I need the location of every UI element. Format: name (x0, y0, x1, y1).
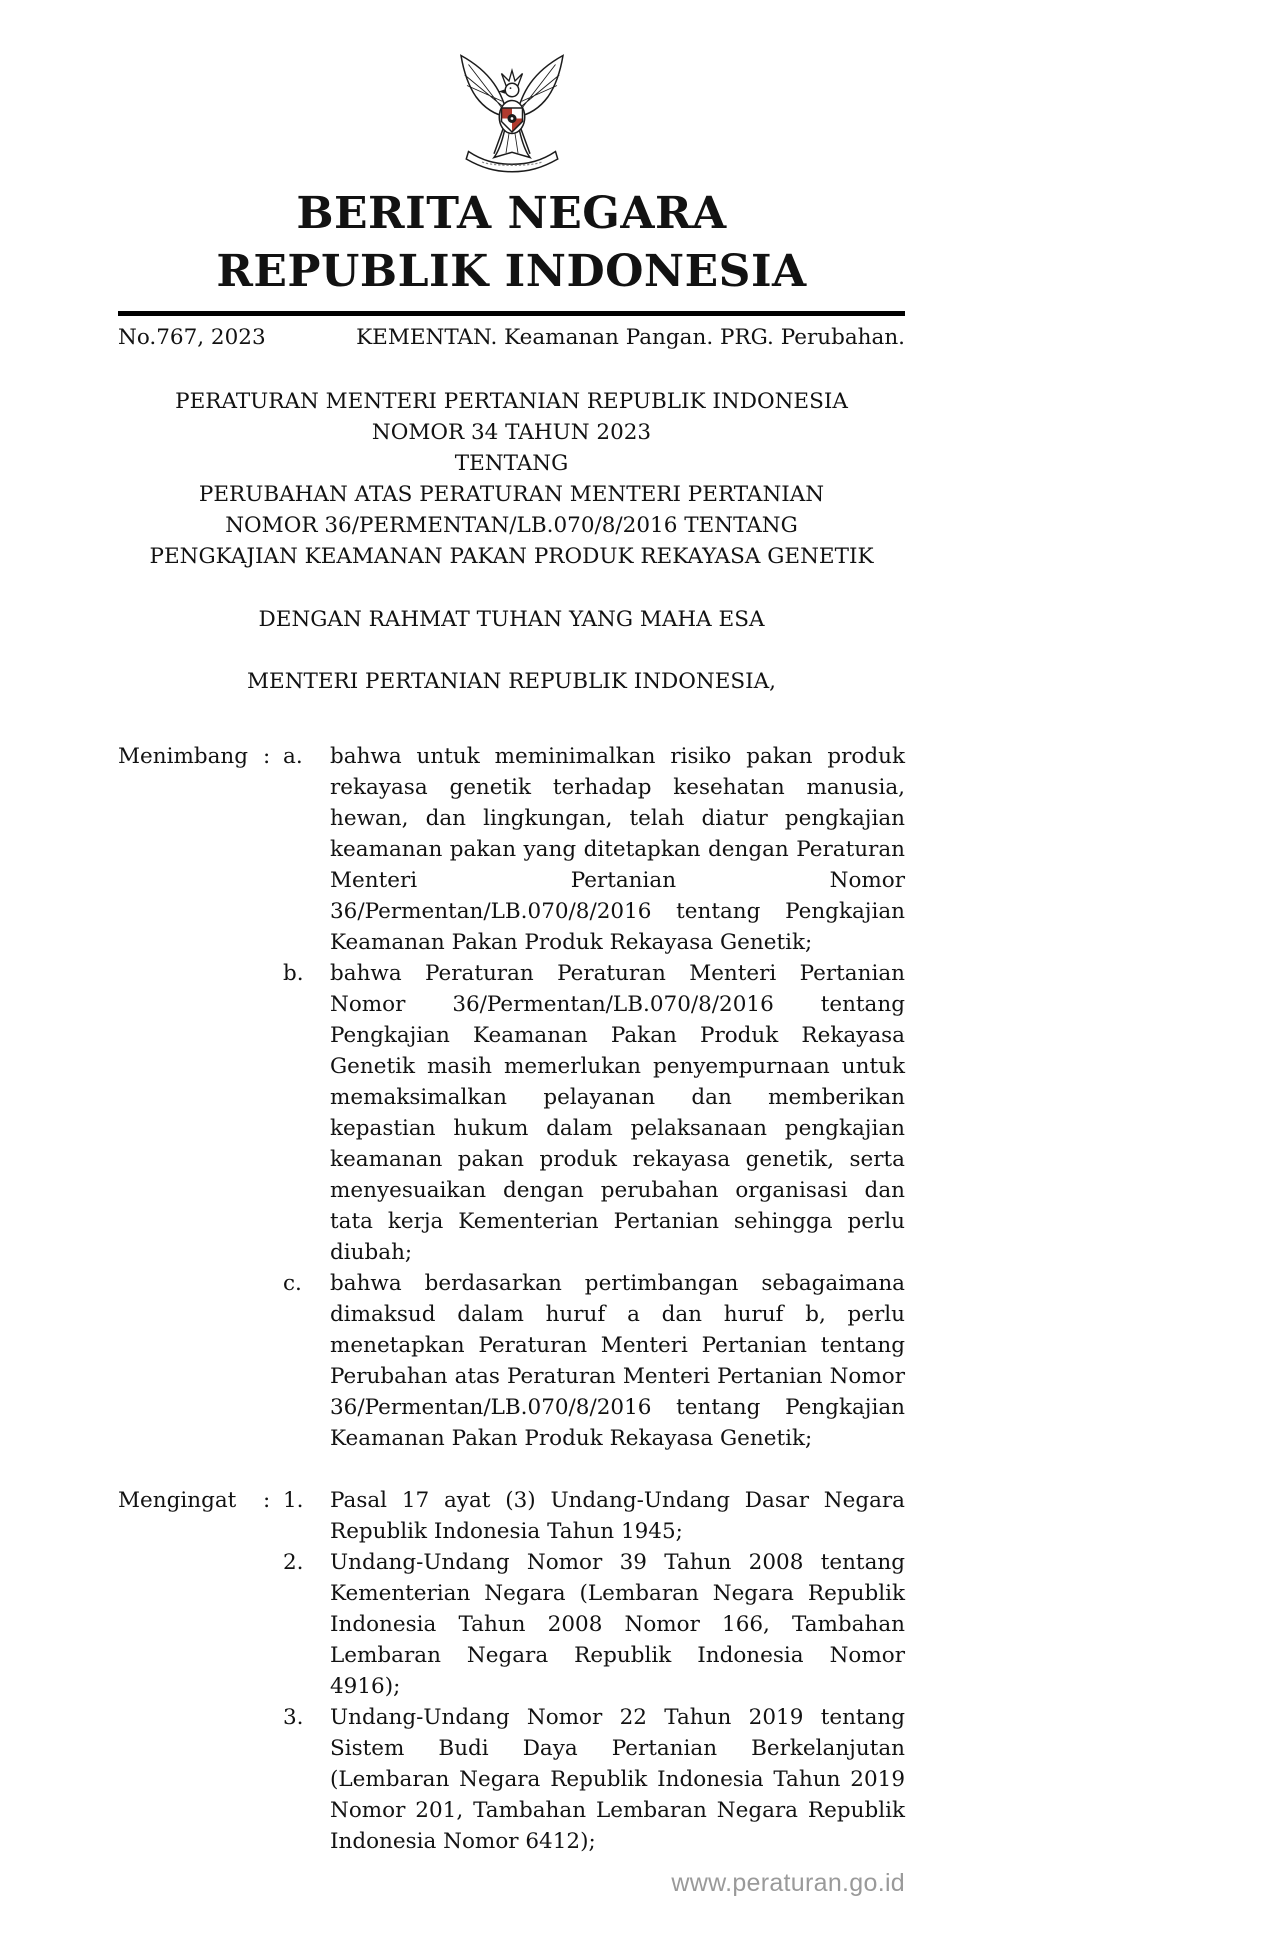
garuda-pancasila-emblem (452, 42, 572, 177)
section-menimbang-colon: : (263, 744, 271, 770)
section-mengingat-label: Mengingat (118, 1488, 237, 1514)
issue-meta-row (118, 325, 905, 350)
regulation-title-block (118, 386, 905, 572)
title-line-6: PENGKAJIAN KEAMANAN PAKAN PRODUK REKAYASA GENETIK (149, 544, 874, 570)
legal-basis-item-2 (283, 1547, 905, 1702)
item-text: Undang-Undang Nomor 22 Tahun 2019 tentang Sistem Budi Daya Pertanian Berkelanjutan (Lembaran Negara Republik Indonesia Tahun 2019 Nomor 201, Tambahan Lembaran Negara Republik Indonesia Nomor 6412); (330, 1705, 905, 1855)
title-line-3: TENTANG (454, 451, 569, 477)
authority-line: MENTERI PERTANIAN REPUBLIK INDONESIA, (246, 669, 777, 695)
section-menimbang (118, 741, 905, 1454)
section-menimbang-label: Menimbang (118, 744, 249, 770)
page-content (118, 0, 905, 1950)
item-marker: 2. (283, 1550, 304, 1576)
item-marker: 1. (283, 1488, 304, 1514)
title-line-4: PERUBAHAN ATAS PERATURAN MENTERI PERTANIAN (198, 482, 825, 508)
consideration-item-a (283, 741, 905, 958)
section-mengingat (118, 1485, 905, 1857)
title-line-2: NOMOR 34 TAHUN 2023 (371, 420, 652, 446)
item-marker: b. (283, 961, 304, 987)
legal-basis-item-1 (283, 1485, 905, 1547)
title-line-1: PERATURAN MENTERI PERTANIAN REPUBLIK INDONESIA (175, 389, 848, 415)
item-text: bahwa untuk meminimalkan risiko pakan produk rekayasa genetik terhadap kesehatan manusia, hewan, dan lingkungan, telah diatur pengkajian keamanan pakan yang ditetapkan dengan Peraturan Menteri Pertanian Nomor 36/Permentan/LB.070/8/2016 tentang Pengkajian Keamanan Pakan Produk Rekayasa Genetik; (330, 744, 905, 956)
masthead (118, 185, 905, 301)
title-line-5: NOMOR 36/PERMENTAN/LB.070/8/2016 TENTANG (225, 513, 798, 539)
section-menimbang-items (283, 741, 905, 1454)
invocation-line: DENGAN RAHMAT TUHAN YANG MAHA ESA (258, 607, 765, 633)
legal-basis-item-3 (283, 1702, 905, 1857)
item-text: bahwa berdasarkan pertimbangan sebagaimana dimaksud dalam huruf a dan huruf b, perlu menetapkan Peraturan Menteri Pertanian tentang Perubahan atas Peraturan Menteri Pertanian Nomor 36/Permentan/LB.070/8/2016 tentang Pengkajian Keamanan Pakan Produk Rekayasa Genetik; (330, 1271, 905, 1452)
consideration-item-b (283, 958, 905, 1268)
watermark-url: www.peraturan.go.id (671, 1869, 905, 1897)
section-mengingat-items (283, 1485, 905, 1857)
issue-number: No.767, 2023 (118, 325, 266, 351)
masthead-rule (118, 311, 905, 316)
masthead-line-1: BERITA NEGARA (296, 188, 727, 239)
section-mengingat-colon: : (263, 1488, 271, 1514)
item-text: Undang-Undang Nomor 39 Tahun 2008 tentang Kementerian Negara (Lembaran Negara Republik Indonesia Tahun 2008 Nomor 166, Tambahan Lembaran Negara Republik Indonesia Nomor 4916); (330, 1550, 905, 1700)
masthead-line-2: REPUBLIK INDONESIA (216, 246, 807, 298)
item-text: bahwa Peraturan Peraturan Menteri Pertanian Nomor 36/Permentan/LB.070/8/2016 tentang Pengkajian Keamanan Pakan Produk Rekayasa Genetik masih memerlukan penyempurnaan untuk memaksimalkan pelayanan dan memberikan kepastian hukum dalam pelaksanaan pengkajian keamanan pakan produk rekayasa genetik, serta menyesuaikan dengan perubahan organisasi dan tata kerja Kementerian Pertanian sehingga perlu diubah; (330, 961, 905, 1266)
consideration-item-c (283, 1268, 905, 1454)
item-text: Pasal 17 ayat (3) Undang-Undang Dasar Negara Republik Indonesia Tahun 1945; (330, 1488, 905, 1545)
item-marker: c. (283, 1271, 302, 1297)
item-marker: 3. (283, 1705, 304, 1731)
item-marker: a. (283, 744, 303, 770)
issue-subject: KEMENTAN. Keamanan Pangan. PRG. Perubahan. (356, 325, 905, 351)
